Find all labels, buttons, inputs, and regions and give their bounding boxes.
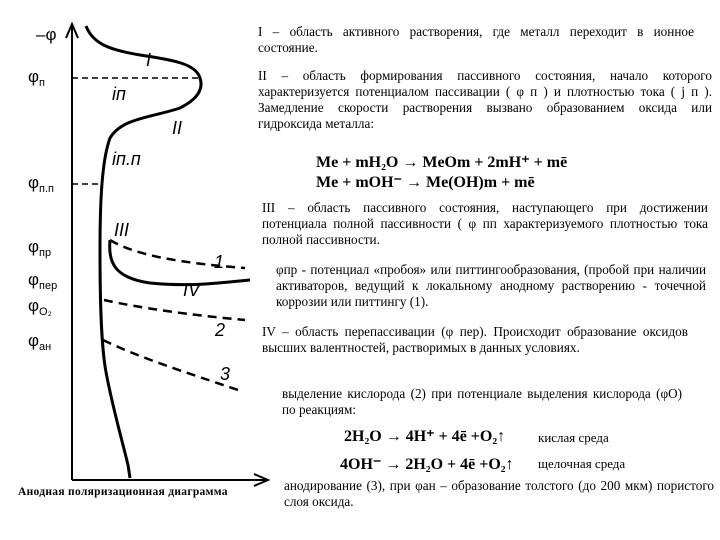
acid-medium-label: кислая среда — [538, 430, 609, 445]
equation-oxide: Me + mH₂O → MeOm + 2mH⁺ + mē — [316, 154, 568, 171]
text-region-iv: IV – область перепассивации (φ пер). Происходит образование оксидов высших валентностей, растворимых в данных условиях. — [262, 324, 688, 355]
svg-text:φпр: $\varphi_{пр}$ — [28, 237, 52, 259]
text-region-i: I – область активного растворения, где металл переходит в ионное состояние. — [258, 24, 694, 55]
polarization-diagram — [0, 0, 290, 540]
text-oxygen: выделение кислорода (2) при потенциале выделения кислорода (φO) по реакциям: — [282, 386, 682, 417]
region-iii-label: III — [114, 220, 130, 240]
curve-3-anodizing — [103, 340, 238, 390]
current-ipp-label: iп.п — [112, 149, 141, 169]
equation-hydroxide: Me + mOH⁻ → Me(OH)m + mē — [316, 174, 535, 191]
region-i-label: I — [146, 50, 152, 70]
y-axis-label: –φ — [36, 25, 57, 44]
equation-alkaline: 4OH⁻ → 2H₂O + 4ē +O₂↑ — [340, 456, 514, 473]
text-anodizing: анодирование (3), при φан – образование толстого (до 200 мкм) пористого слоя оксида. — [284, 478, 714, 509]
tick-phi-an — [28, 331, 51, 353]
current-ip-label: iп — [112, 84, 126, 104]
curve-2-label: 2 — [215, 320, 226, 340]
region-ii-label: II — [172, 118, 183, 138]
alkaline-medium-label: щелочная среда — [538, 456, 626, 471]
diagram-caption: Анодная поляризационная диаграмма — [18, 486, 228, 498]
equation-acid: 2H₂O → 4H⁺ + 4ē +O₂↑ — [344, 428, 506, 445]
curve-2-oxygen — [104, 300, 245, 320]
region-iv-label: IV — [183, 280, 201, 300]
text-region-ii: II – область формирования пассивного состояния, начало которого характеризуется потенциалом пассивации ( φ п ) и плотностью тока ( j п ). Замедление скорости растворения вызвано образованием оксида или гидроксида металла: — [258, 68, 712, 131]
tick-phi-pr — [28, 237, 51, 259]
curve-iv — [110, 240, 250, 285]
svg-text:φп: $\varphi_п$ — [28, 67, 45, 89]
text-region-iii: III – область пассивного состояния, наступающего при достижении потенциала полной пассивности ( φ пп характеризуемого плотностью тока полной пассивности. — [262, 200, 708, 247]
tick-phi-o2 — [28, 296, 52, 318]
tick-phi-per — [28, 270, 57, 292]
svg-text:φO₂: $\varphi_{O_2}$ — [28, 296, 52, 318]
curve-1-pitting — [110, 240, 245, 268]
curve-1-label: 1 — [214, 252, 225, 272]
svg-text:φпер: $\varphi_{пер}$ — [28, 270, 58, 292]
curve-3-label: 3 — [220, 364, 231, 384]
svg-text:φан: $\varphi_{ан}$ — [28, 331, 52, 353]
main-curve — [86, 26, 201, 478]
tick-phi-pp — [28, 173, 54, 195]
text-breakdown: φпр - потенциал «пробоя» или питтингообразования, (пробой при наличии активаторов, ведущий к локальному анодному растворению - точечной коррозии или питтингу (1). — [276, 262, 706, 309]
tick-phi-p — [28, 67, 45, 89]
svg-text:φп.п: $\varphi_{п.п}$ — [28, 173, 55, 195]
